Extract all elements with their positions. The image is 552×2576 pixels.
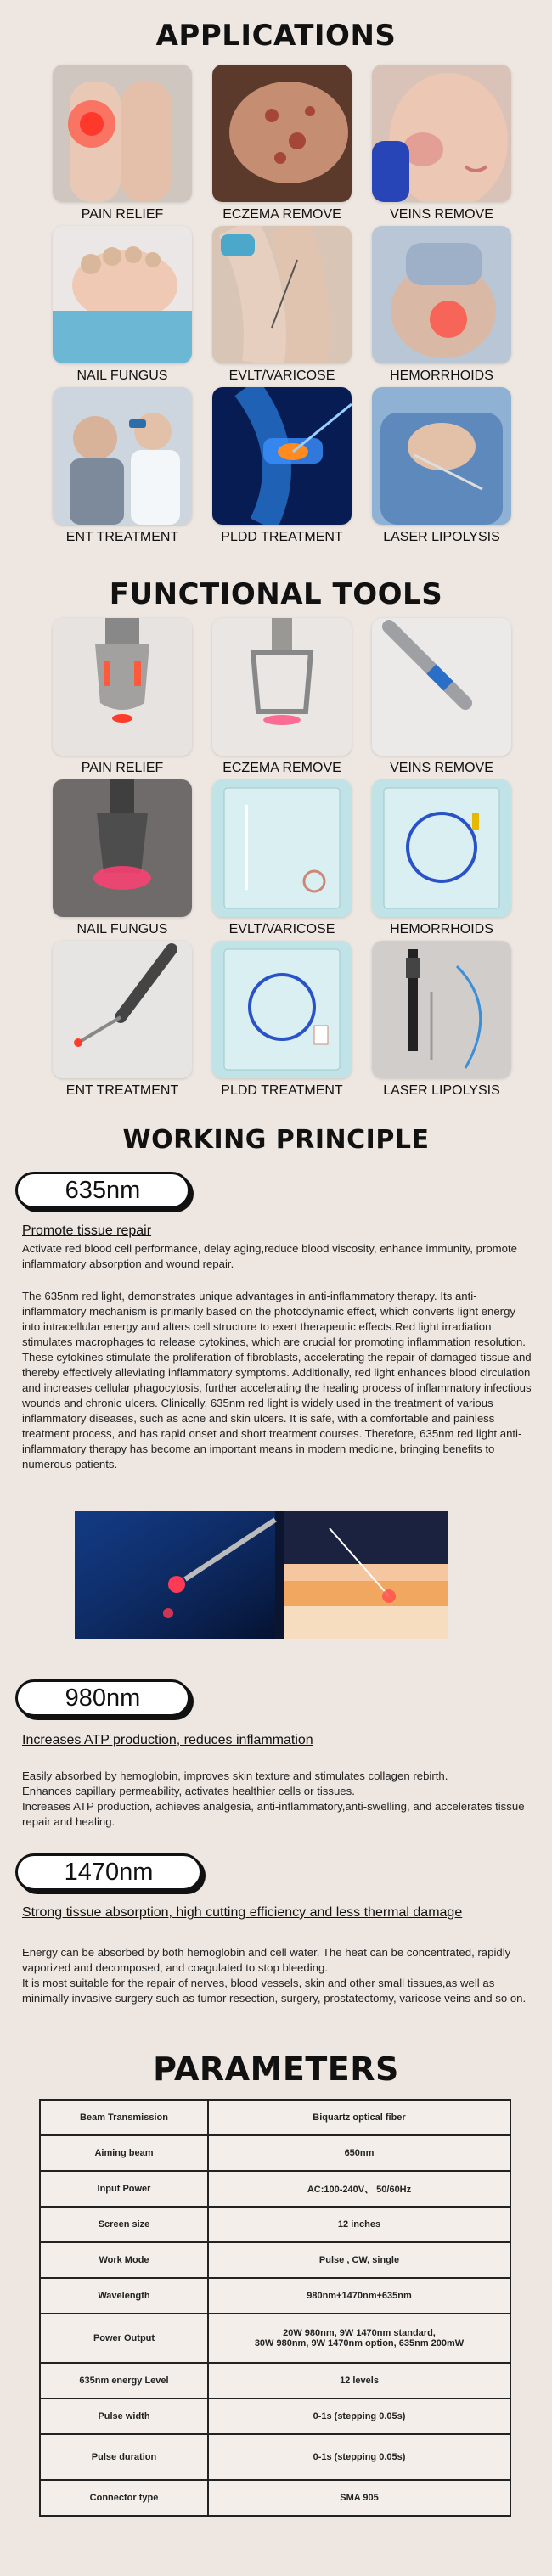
app-label: PLDD TREATMENT (221, 530, 343, 544)
applications-title: APPLICATIONS (155, 19, 397, 53)
app-card-evlt (212, 226, 352, 384)
param-value (208, 2314, 510, 2363)
tool-card-eczema (212, 618, 352, 776)
param-value: 0-1s (stepping 0.05s) (208, 2399, 510, 2434)
tool-card-evlt (212, 779, 352, 937)
tool-label: VEINS REMOVE (390, 761, 493, 775)
app-label: ENT TREATMENT (65, 530, 179, 544)
table-row (40, 2242, 510, 2278)
wavelength-1470-badge: 1470nm (15, 1853, 202, 1891)
principle-title: WORKING PRINCIPLE (122, 1125, 430, 1155)
table-row (40, 2314, 510, 2363)
app-label: VEINS REMOVE (390, 207, 493, 222)
lipolysis-photo (372, 387, 511, 525)
w1470-line-1: Energy can be absorbed by both hemoglobin and cell water. The heat can be concentrated, rapidly vaporized and decomposed, and coagulated to stop bleeding. (22, 1946, 511, 1974)
param-key: Pulse duration (40, 2434, 208, 2480)
param-value-line-2: 30W 980nm, 9W 1470nm option, 635nm 200mW (254, 2338, 465, 2348)
param-key: Work Mode (40, 2242, 208, 2278)
param-key: 635nm energy Level (40, 2363, 208, 2399)
param-value: 980nm+1470nm+635nm (208, 2278, 510, 2314)
param-value: Pulse , CW, single (208, 2242, 510, 2278)
evlt-photo (212, 226, 352, 363)
param-value: 0-1s (stepping 0.05s) (208, 2434, 510, 2480)
param-value: SMA 905 (208, 2480, 510, 2516)
app-card-veins (372, 65, 511, 222)
knee-pain-photo (53, 65, 192, 202)
param-key: Wavelength (40, 2278, 208, 2314)
lipolysis-probe-photo (372, 941, 511, 1078)
app-card-eczema (212, 65, 352, 222)
tool-card-pain-relief (53, 618, 192, 776)
table-row (40, 2480, 510, 2516)
table-row (40, 2399, 510, 2434)
handpiece-dome-photo (53, 618, 192, 756)
param-key: Aiming beam (40, 2135, 208, 2171)
w635-body-text: The 635nm red light, demonstrates unique advantages in anti-inflammatory therapy. Its anti-inflammatory mechanism is primarily based on the photodynamic effect, which converts light energy into intracellular energy and alters cell structure to exert therapeutic effects.Red light irradiation stimulates macrophages to release cytokines, which are crucial for promoting inflammation resolution. These cytokines stimulate the proliferation of fibroblasts, accelerating the repair of damaged tissue and thereby effectively alleviating inflammatory symptoms. Additionally, red light enhances blood circulation and increases cellular phagocytosis, further accelerating the healing process of inflammatory infectious wounds and chronic ulcers. Clinically, 635nm red light is widely used in the treatment of various inflammatory diseases, such as acne and skin ulcers. It is safe, with a comfortable and painless treatment process, and has rapid onset and short treatment courses. Therefore, 635nm red light anti-inflammatory therapy has become an important means in modern medicine, bringing benefits to numerous patients. (22, 1290, 532, 1471)
tool-card-veins (372, 618, 511, 776)
param-key: Power Output (40, 2314, 208, 2363)
handpiece-cage-photo (212, 618, 352, 756)
handpiece-pen-photo (372, 618, 511, 756)
tool-label: HEMORRHOIDS (390, 922, 493, 936)
table-row (40, 2207, 510, 2242)
w635-intro (22, 1241, 532, 1272)
w980-line-2: Enhances capillary permeability, activates healthier cells or tissues. (22, 1785, 355, 1797)
table-row (40, 2278, 510, 2314)
tool-card-hemorrhoids (372, 779, 511, 937)
app-card-ent (53, 387, 192, 545)
table-row (40, 2363, 510, 2399)
param-value: 12 inches (208, 2207, 510, 2242)
pldd-spine-photo (212, 387, 352, 525)
wavelength-980-badge: 980nm (15, 1679, 190, 1717)
parameters-title: PARAMETERS (153, 2050, 399, 2088)
ent-photo (53, 387, 192, 525)
app-label: HEMORRHOIDS (390, 368, 493, 383)
fiber-coil-photo (372, 779, 511, 917)
w1470-body (22, 1945, 532, 2006)
tool-label: NAIL FUNGUS (76, 922, 168, 936)
app-label: PAIN RELIEF (81, 207, 164, 222)
app-label: NAIL FUNGUS (76, 368, 168, 383)
wavelength-635-badge: 635nm (15, 1172, 190, 1209)
tool-card-lipolysis (372, 941, 511, 1099)
app-label: EVLT/VARICOSE (228, 368, 335, 383)
table-row (40, 2171, 510, 2207)
tool-card-pldd (212, 941, 352, 1099)
table-row (40, 2135, 510, 2171)
w635-intro-text: Activate red blood cell performance, delay aging,reduce blood viscosity, enhance immunity, promote inflammatory absorption and wound repair. (22, 1242, 517, 1270)
w1470-line-2: It is most suitable for the repair of nerves, blood vessels, skin and other small tissues,as well as minimally invasive surgery such as tumor resection, surgery, prostatectomy, varicose veins and so on. (22, 1977, 527, 2005)
nail-fungus-photo (53, 226, 192, 363)
tool-label: PAIN RELIEF (81, 761, 164, 775)
handpiece-ent-photo (53, 941, 192, 1078)
w635-subtitle: Promote tissue repair (22, 1223, 152, 1238)
param-key: Input Power (40, 2171, 208, 2207)
app-label: LASER LIPOLYSIS (383, 530, 500, 544)
face-veins-photo (372, 65, 511, 202)
param-value: 12 levels (208, 2363, 510, 2399)
app-card-pain-relief (53, 65, 192, 222)
app-card-hemorrhoids (372, 226, 511, 384)
param-value: Biquartz optical fiber (208, 2100, 510, 2135)
hemorrhoids-photo (372, 226, 511, 363)
table-row (40, 2100, 510, 2135)
param-value: 650nm (208, 2135, 510, 2171)
param-key: Screen size (40, 2207, 208, 2242)
w980-line-3: Increases ATP production, achieves analgesia, anti-inflammatory,anti-swelling, and accelerates tissue repair and healing. (22, 1800, 525, 1828)
eczema-photo (212, 65, 352, 202)
app-label: ECZEMA REMOVE (222, 207, 341, 222)
param-value-line-1: 20W 980nm, 9W 1470nm standard, (283, 2328, 436, 2338)
tool-label: EVLT/VARICOSE (228, 922, 335, 936)
pldd-fiber-photo (212, 941, 352, 1078)
fiber-pack-photo (212, 779, 352, 917)
tool-label: ECZEMA REMOVE (222, 761, 341, 775)
tool-card-nail-fungus (53, 779, 192, 937)
w980-subtitle: Increases ATP production, reduces inflammation (22, 1733, 313, 1747)
param-value: AC:100-240V、 50/60Hz (208, 2171, 510, 2207)
param-key: Pulse width (40, 2399, 208, 2434)
param-key: Beam Transmission (40, 2100, 208, 2135)
w980-line-1: Easily absorbed by hemoglobin, improves skin texture and stimulates collagen rebirth. (22, 1769, 448, 1782)
tool-label: PLDD TREATMENT (221, 1083, 343, 1098)
app-card-nail-fungus (53, 226, 192, 384)
parameters-table (39, 2099, 511, 2517)
table-row (40, 2434, 510, 2480)
laser-illustration (75, 1511, 448, 1639)
tool-card-ent (53, 941, 192, 1099)
tools-title: FUNCTIONAL TOOLS (109, 577, 443, 611)
param-key: Connector type (40, 2480, 208, 2516)
w1470-subtitle: Strong tissue absorption, high cutting efficiency and less thermal damage (22, 1905, 463, 1920)
w980-body (22, 1769, 532, 1830)
app-card-lipolysis (372, 387, 511, 545)
tool-label: LASER LIPOLYSIS (383, 1083, 500, 1098)
handpiece-spot-photo (53, 779, 192, 917)
app-card-pldd (212, 387, 352, 545)
w635-body (22, 1289, 532, 1472)
tool-label: ENT TREATMENT (65, 1083, 179, 1098)
